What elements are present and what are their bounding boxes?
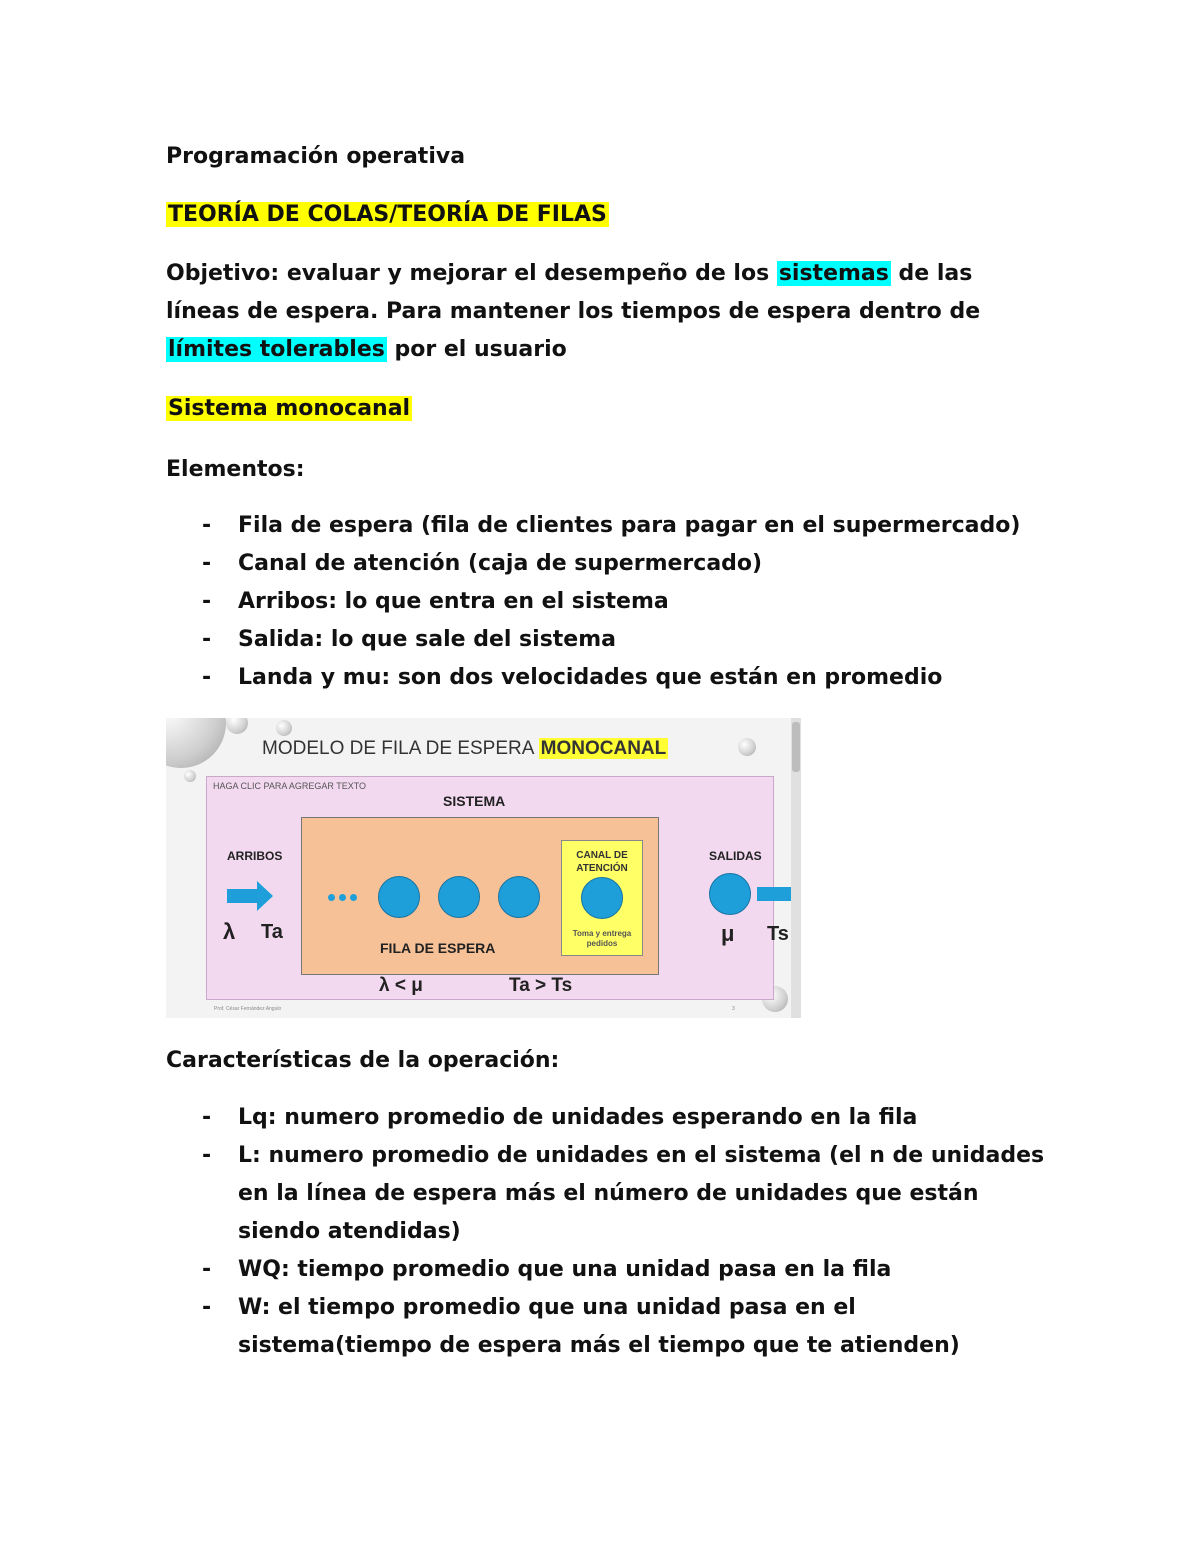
decorative-bubble	[226, 718, 248, 734]
queue-box	[301, 817, 659, 975]
queue-customer-circle	[438, 876, 480, 918]
ellipsis-dot	[328, 894, 335, 901]
list-item: - Fila de espera (fila de clientes para pagar en el supermercado)	[166, 507, 1046, 545]
ta-symbol: Ta	[261, 921, 283, 943]
objective-highlight-sistemas: sistemas	[778, 261, 889, 286]
placeholder-hint: HAGA CLIC PARA AGREGAR TEXTO	[213, 781, 367, 791]
slide-title	[262, 738, 668, 760]
objective-highlight-limites: límites tolerables	[168, 337, 385, 362]
characteristics-list	[166, 1099, 1046, 1365]
queue-label: FILA DE ESPERA	[380, 940, 496, 956]
slide-title-highlight: MONOCANAL	[540, 738, 667, 759]
ellipsis-dot	[339, 894, 346, 901]
characteristics-label: Características de la operación:	[166, 1048, 560, 1073]
decorative-bubble	[166, 718, 226, 768]
slide-scrollbar[interactable]	[791, 718, 801, 1018]
objective-text-3: por el usuario	[386, 337, 567, 362]
elements-label: Elementos:	[166, 457, 305, 482]
service-channel-box	[561, 840, 643, 956]
system-label: SISTEMA	[443, 793, 506, 809]
mu-symbol: μ	[721, 921, 735, 946]
decorative-bubble	[184, 770, 196, 782]
exit-customer-circle	[709, 873, 751, 915]
list-item: - Lq: numero promedio de unidades esperando en la fila	[166, 1099, 1046, 1137]
arrivals-label: ARRIBOS	[227, 849, 283, 863]
ts-symbol: Ts	[767, 923, 789, 945]
slide-footer-page: 3	[732, 1006, 735, 1012]
slide-scrollbar-thumb[interactable]	[792, 722, 800, 772]
section-heading	[166, 390, 412, 428]
section-heading-text: Sistema monocanal	[168, 396, 411, 421]
elements-list	[166, 507, 1046, 697]
service-customer-circle	[581, 877, 623, 919]
list-item: - WQ: tiempo promedio que una unidad pasa en la fila	[166, 1251, 1046, 1289]
objective-text-2: de las líneas de espera. Para mantener los tiempos de espera dentro de	[166, 261, 981, 324]
list-item: - Arribos: lo que entra en el sistema	[166, 583, 1046, 621]
ellipsis-dot	[350, 894, 357, 901]
list-item: - Canal de atención (caja de supermercado)	[166, 545, 1046, 583]
decorative-bubble	[738, 738, 756, 756]
system-diagram	[206, 776, 789, 1000]
list-item: - L: numero promedio de unidades en el sistema (el n de unidades en la línea de espera más el número de unidades que están siendo atendidas)	[166, 1137, 1046, 1251]
slide-footer-author: Prof. César Fernández Angulo	[214, 1006, 282, 1012]
slide-title-text: MODELO DE FILA DE ESPERA	[262, 738, 539, 759]
exits-label: SALIDAS	[709, 849, 762, 863]
objective-text-1: Objetivo: evaluar y mejorar el desempeño de los	[166, 261, 777, 286]
queue-customer-circle	[498, 876, 540, 918]
service-channel-sublabel: Toma y entrega pedidos	[572, 929, 632, 948]
lambda-symbol: λ	[223, 919, 236, 944]
main-heading-text: TEORÍA DE COLAS/TEORÍA DE FILAS	[168, 202, 607, 227]
condition-ta-ts: Ta > Ts	[509, 975, 573, 996]
main-heading	[166, 196, 609, 234]
list-item: - W: el tiempo promedio que una unidad pasa en el sistema(tiempo de espera más el tiempo que te atienden)	[166, 1289, 1046, 1365]
objective-paragraph	[166, 255, 1026, 369]
decorative-bubble	[276, 720, 292, 736]
document-title: Programación operativa	[166, 144, 466, 169]
list-item: - Landa y mu: son dos velocidades que están en promedio	[166, 659, 1046, 697]
slide-image-monocanal	[166, 718, 801, 1018]
list-item: - Salida: lo que sale del sistema	[166, 621, 1046, 659]
arrivals-arrow-icon	[227, 889, 259, 903]
condition-lambda-mu: λ < μ	[379, 975, 423, 996]
service-channel-label: CANAL DE ATENCIÓN	[576, 850, 628, 874]
queue-customer-circle	[378, 876, 420, 918]
